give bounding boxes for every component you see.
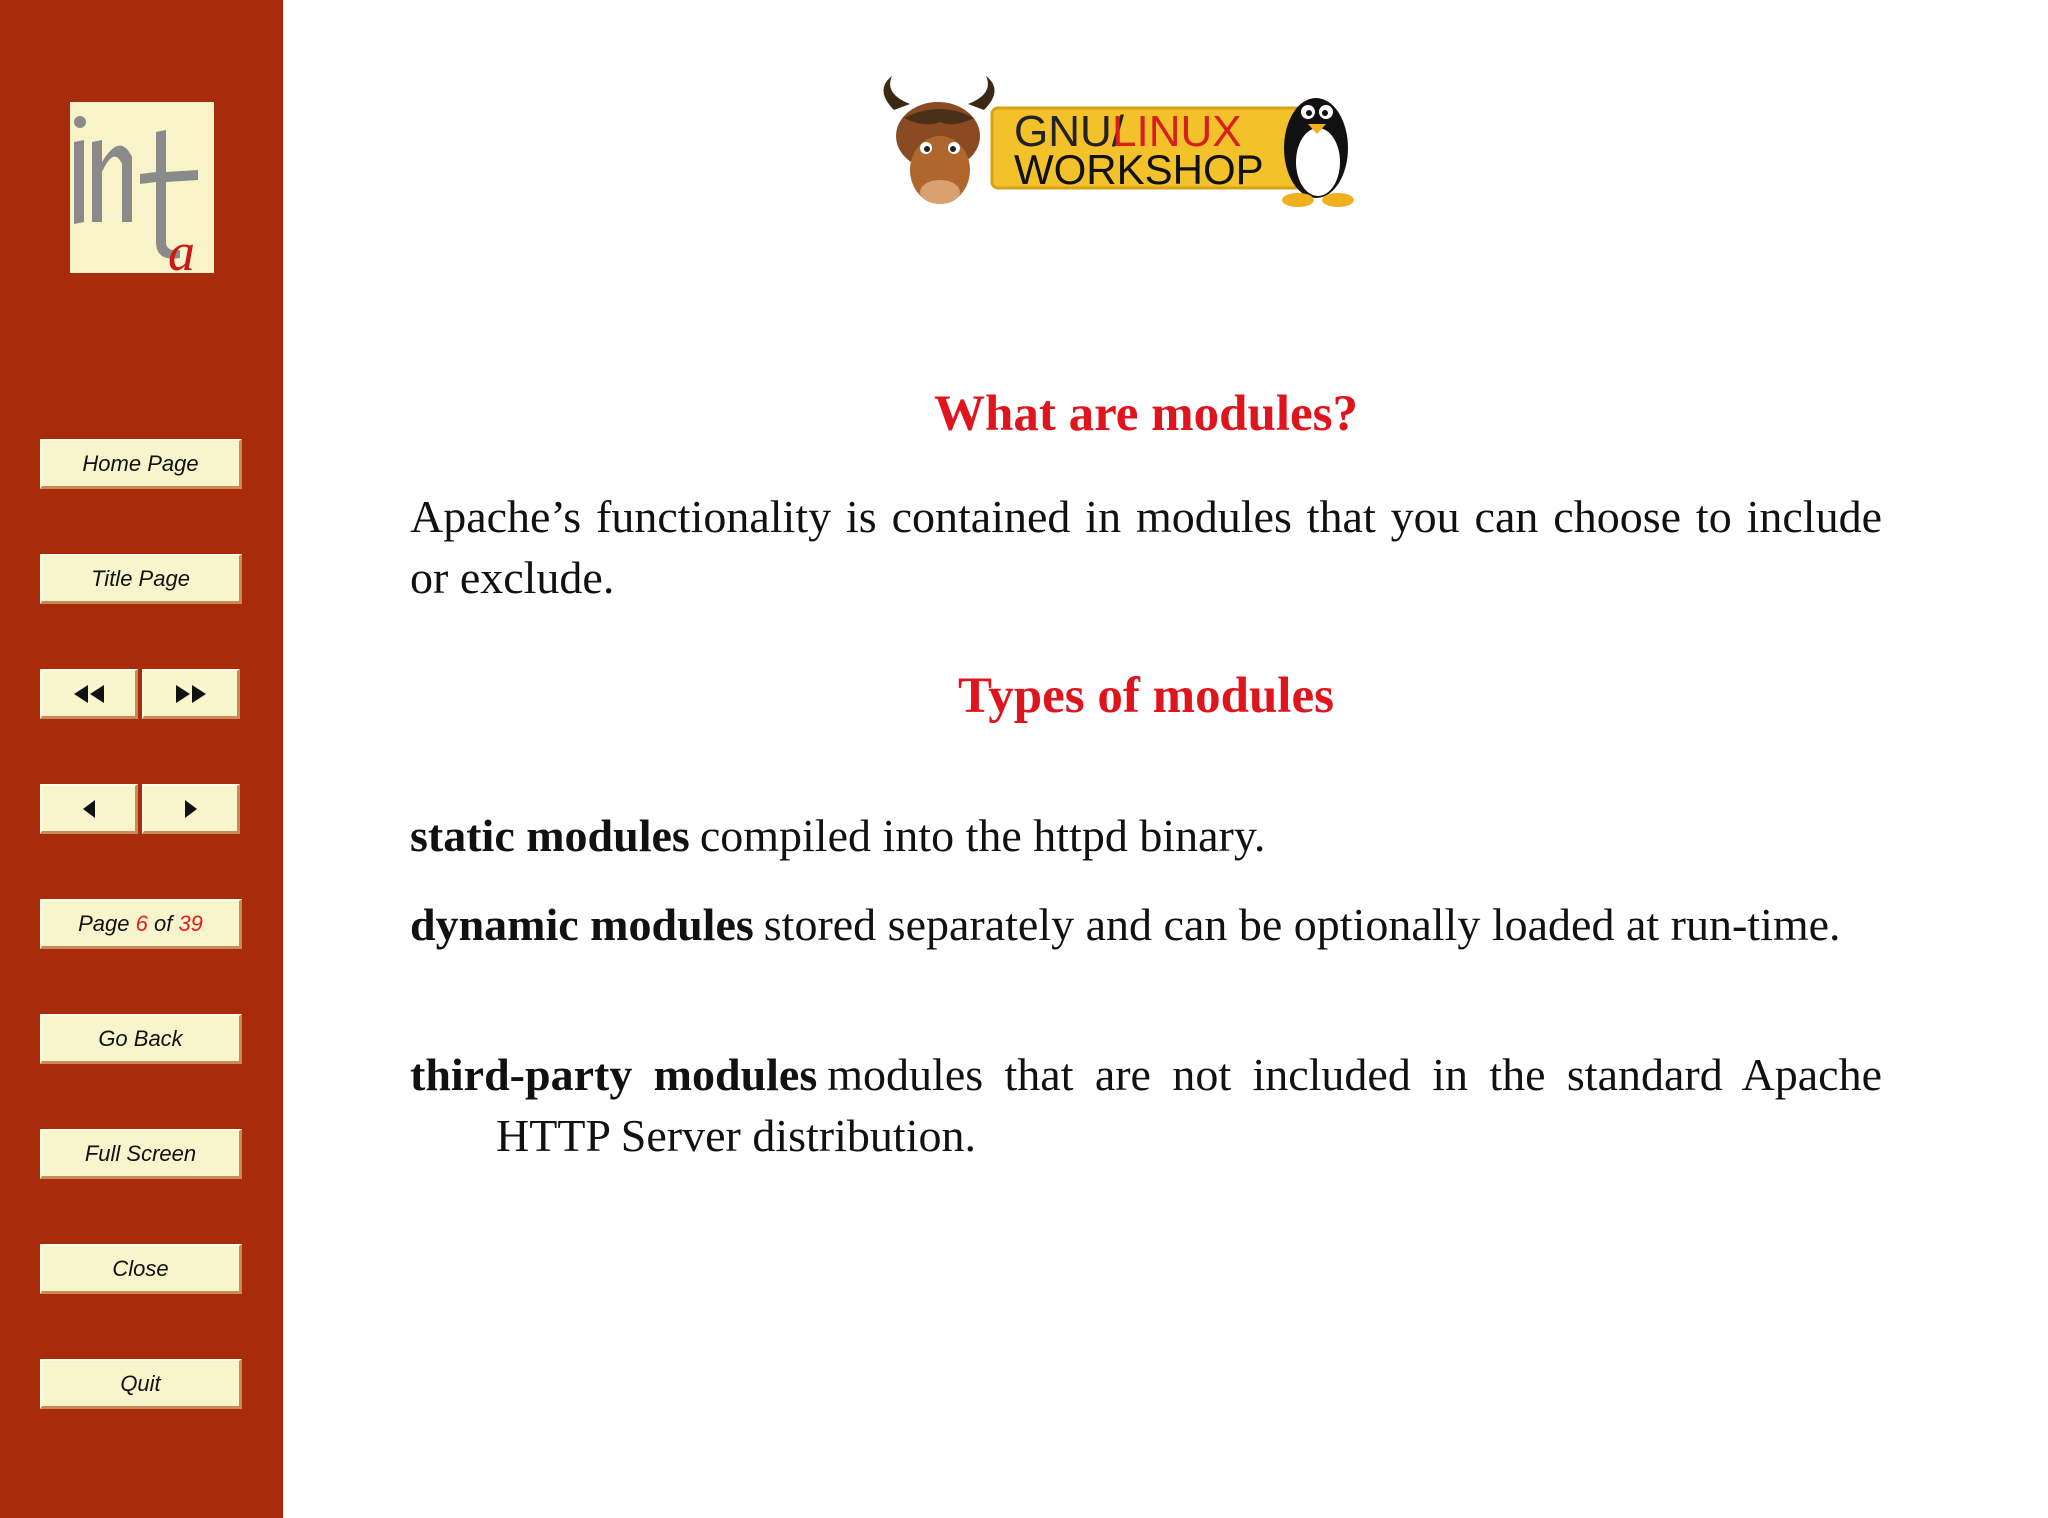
prev-page-button[interactable] bbox=[40, 784, 138, 834]
heading-types-of-modules: Types of modules bbox=[958, 668, 1334, 724]
ita-logo bbox=[70, 102, 214, 273]
penguin-icon bbox=[1282, 98, 1354, 207]
fast-forward-icon bbox=[174, 683, 208, 705]
title-page-button[interactable]: Title Page bbox=[40, 554, 242, 604]
next-page-button[interactable] bbox=[142, 784, 240, 834]
next-icon bbox=[183, 798, 199, 820]
logo-gnu-text: GNU/ bbox=[1014, 107, 1124, 156]
definition-term: dynamic modules bbox=[410, 899, 754, 950]
home-page-button[interactable]: Home Page bbox=[40, 439, 242, 489]
intro-paragraph: Apache’s functionality is contained in modules that you can choose to include or exclude. bbox=[410, 491, 1882, 603]
prev-icon bbox=[81, 798, 97, 820]
definition-desc: compiled into the httpd binary. bbox=[699, 810, 1266, 861]
logo-linux-text: LINUX bbox=[1112, 107, 1242, 156]
definition-item-third-party bbox=[410, 1044, 1882, 1166]
of-word: of bbox=[153, 910, 173, 936]
definition-desc: stored separately and can be optionally loaded at run-time. bbox=[763, 899, 1841, 950]
definition-term: static modules bbox=[410, 810, 690, 861]
page-indicator bbox=[40, 899, 242, 949]
definition-item-static bbox=[410, 805, 1882, 866]
gnu-linux-workshop-logo bbox=[874, 70, 1360, 210]
gnu-head-icon bbox=[883, 76, 994, 204]
current-page: 6 bbox=[135, 910, 148, 936]
logo-workshop-text: WORKSHOP bbox=[1014, 146, 1264, 193]
full-screen-button[interactable]: Full Screen bbox=[40, 1129, 242, 1179]
go-back-button[interactable]: Go Back bbox=[40, 1014, 242, 1064]
definition-desc: modules that are not included in the standard Apache HTTP Server distribution. bbox=[496, 1049, 1882, 1161]
close-button[interactable]: Close bbox=[40, 1244, 242, 1294]
fast-forward-button[interactable] bbox=[142, 669, 240, 719]
heading-what-are-modules: What are modules? bbox=[933, 386, 1359, 442]
definition-term: third-party modules bbox=[410, 1049, 818, 1100]
quit-button[interactable]: Quit bbox=[40, 1359, 242, 1409]
rewind-icon bbox=[72, 683, 106, 705]
rewind-button[interactable] bbox=[40, 669, 138, 719]
total-pages: 39 bbox=[178, 910, 203, 936]
definition-item-dynamic bbox=[410, 894, 1882, 955]
page-word: Page bbox=[78, 910, 130, 936]
sidebar bbox=[0, 0, 283, 1518]
svg-text:a: a bbox=[168, 222, 195, 273]
